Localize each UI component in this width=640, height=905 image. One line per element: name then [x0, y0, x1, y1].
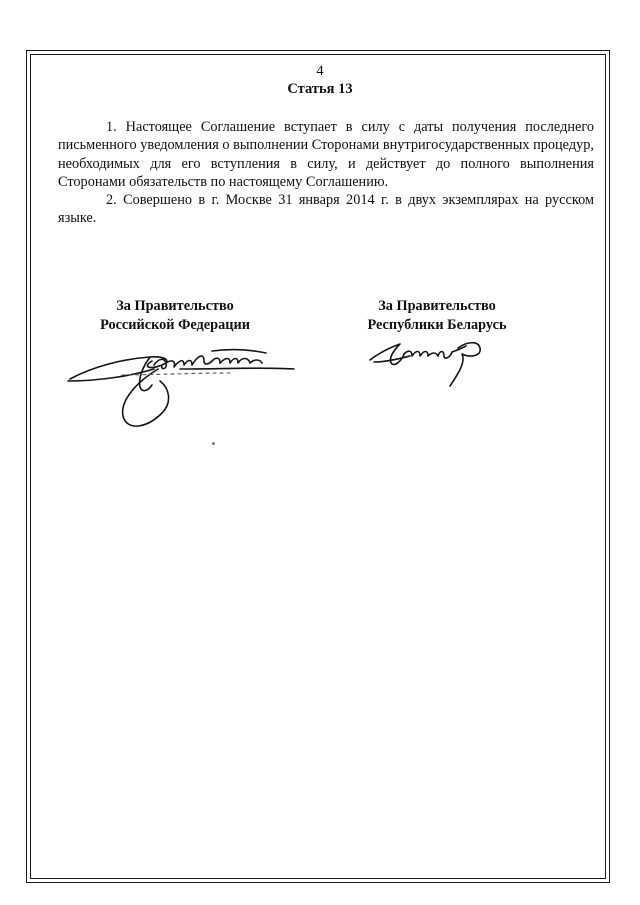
signatory-left-line-1: За Правительство	[116, 298, 234, 314]
signature-right-image	[366, 334, 490, 394]
scan-speck	[212, 442, 215, 445]
signature-left-image	[62, 335, 302, 435]
paragraph-2: 2. Совершено в г. Москве 31 января 2014 г. в двух экземплярах на русском языке.	[58, 192, 594, 227]
page-number: 4	[316, 63, 324, 79]
signatory-block-left	[60, 297, 290, 335]
signatory-right-line-1: За Правительство	[378, 298, 496, 314]
signatory-left-line-2: Российской Федерации	[100, 317, 250, 333]
article-body	[58, 118, 594, 228]
signatory-right-line-2: Республики Беларусь	[367, 317, 507, 333]
article-title: Статья 13	[287, 81, 353, 97]
paragraph-1: 1. Настоящее Соглашение вступает в силу с даты получения последнего письменного уведомления о выполнении Сторонами внутригосударственных процедур, необходимых для его вступления в силу, и действует до полного выполнения Сторонами обязательств по настоящему Соглашению.	[58, 119, 594, 190]
signatory-block-right	[322, 297, 552, 335]
